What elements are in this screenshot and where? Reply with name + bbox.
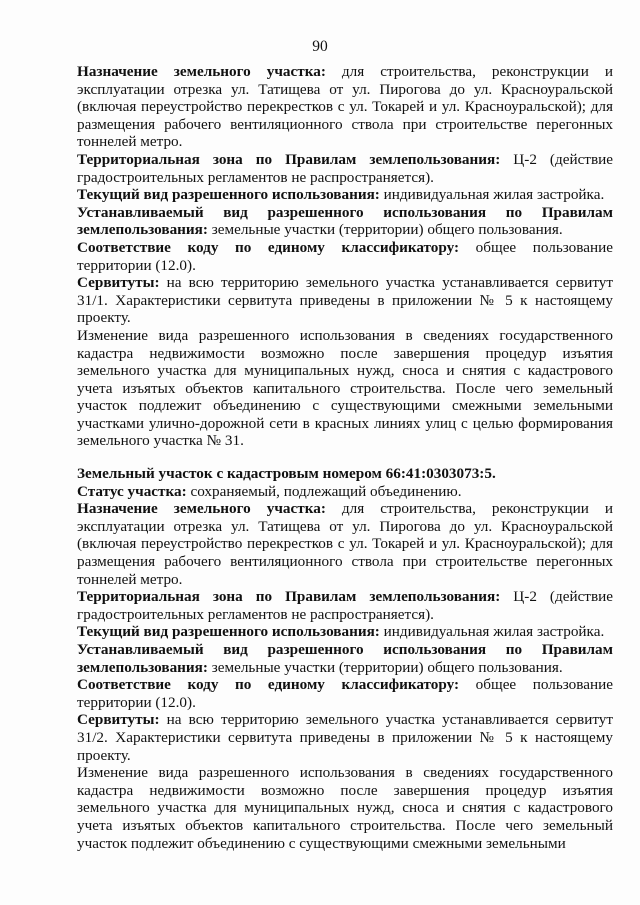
set-use-label: Устанавливаемый вид разрешенного использования по Правилам землепользования:	[77, 203, 613, 239]
servitude-paragraph	[77, 274, 613, 327]
servitude-paragraph	[77, 711, 613, 764]
set-use-text: земельные участки (территории) общего пользования.	[207, 658, 563, 676]
zone-label: Территориальная зона по Правилам землепользования:	[77, 150, 501, 168]
change-paragraph: Изменение вида разрешенного использования в сведениях государственного кадастра недвижимости возможно после завершения процедур изъятия земельного участка для муниципальных нужд, сноса и снятия с кадастрового учета изъятых объектов капитального строительства. После чего земельный участок подлежит объединению с существующими смежными земельными	[77, 764, 613, 852]
page-number: 90	[312, 38, 328, 55]
set-use-label: Устанавливаемый вид разрешенного использования по Правилам землепользования:	[77, 641, 613, 676]
current-use-label: Текущий вид разрешенного использования:	[77, 186, 380, 204]
classifier-text: общее пользование территории (12.0).	[77, 676, 613, 711]
set-use-paragraph	[77, 641, 613, 676]
purpose-label: Назначение земельного участка:	[77, 63, 326, 80]
document-body	[77, 63, 613, 852]
classifier-label: Соответствие коду по единому классификатору:	[77, 238, 460, 256]
servitude-text: на всю территорию земельного участка устанавливается сервитут 31/1. Характеристики сервитута приведены в приложении № 5 к настоящему проекту.	[77, 274, 613, 327]
current-use-text: индивидуальная жилая застройка.	[379, 623, 605, 641]
purpose-label: Назначение земельного участка:	[77, 500, 326, 518]
status-text: сохраняемый, подлежащий объединению.	[186, 482, 462, 500]
purpose-paragraph	[77, 500, 613, 588]
classifier-paragraph	[77, 676, 613, 711]
zone-label: Территориальная зона по Правилам землепользования:	[77, 588, 501, 606]
classifier-label: Соответствие коду по единому классификатору:	[77, 676, 460, 694]
set-use-paragraph	[77, 204, 613, 239]
classifier-text: общее пользование территории (12.0).	[77, 238, 613, 274]
set-use-text: земельные участки (территории) общего пользования.	[207, 221, 563, 239]
status-label: Статус участка:	[77, 482, 187, 500]
current-use-paragraph	[77, 623, 613, 641]
servitude-text: на всю территорию земельного участка устанавливается сервитут 31/2. Характеристики сервитута приведены в приложении № 5 к настоящему проекту.	[77, 711, 613, 764]
parcel-heading	[77, 465, 613, 483]
servitude-label: Сервитуты:	[77, 711, 160, 729]
change-paragraph: Изменение вида разрешенного использования в сведениях государственного кадастра недвижимости возможно после завершения процедур изъятия земельного участка для муниципальных нужд, сноса и снятия с кадастрового учета изъятых объектов капитального строительства. После чего земельный участок подлежит объединению с существующими смежными земельными участками улично-дорожной сети в красных линиях улиц с целью формирования земельного участка № 31.	[77, 326, 613, 450]
purpose-text: для строительства, реконструкции и эксплуатации отрезка ул. Татищева от ул. Пирогова до ул. Красноуральской (включая переустройство перекрестков с ул. Токарей и ул. Красноуральской); для размещения рабочего вентиляционного ствола при строительстве перегонных тоннелей метро.	[77, 500, 613, 588]
classifier-paragraph	[77, 239, 613, 274]
current-use-label: Текущий вид разрешенного использования:	[77, 623, 380, 641]
purpose-paragraph	[77, 63, 613, 151]
status-paragraph	[77, 483, 613, 501]
zone-paragraph	[77, 588, 613, 623]
current-use-text: индивидуальная жилая застройка.	[379, 186, 605, 204]
servitude-label: Сервитуты:	[77, 274, 160, 292]
zone-text: Ц-2 (действие градостроительных регламентов не распространяется).	[77, 150, 613, 186]
parcel-heading-text: Земельный участок с кадастровым номером 66:41:0303073:5.	[77, 465, 496, 483]
zone-text: Ц-2 (действие градостроительных регламентов не распространяется).	[77, 588, 613, 623]
zone-paragraph	[77, 151, 613, 186]
purpose-text: для строительства, реконструкции и эксплуатации отрезка ул. Татищева от ул. Пирогова до ул. Красноуральской (включая переустройство перекрестков с ул. Токарей и ул. Красноуральской); для размещения рабочего вентиляционного ствола при строительстве перегонных тоннелей метро.	[77, 63, 613, 151]
current-use-paragraph	[77, 186, 613, 204]
